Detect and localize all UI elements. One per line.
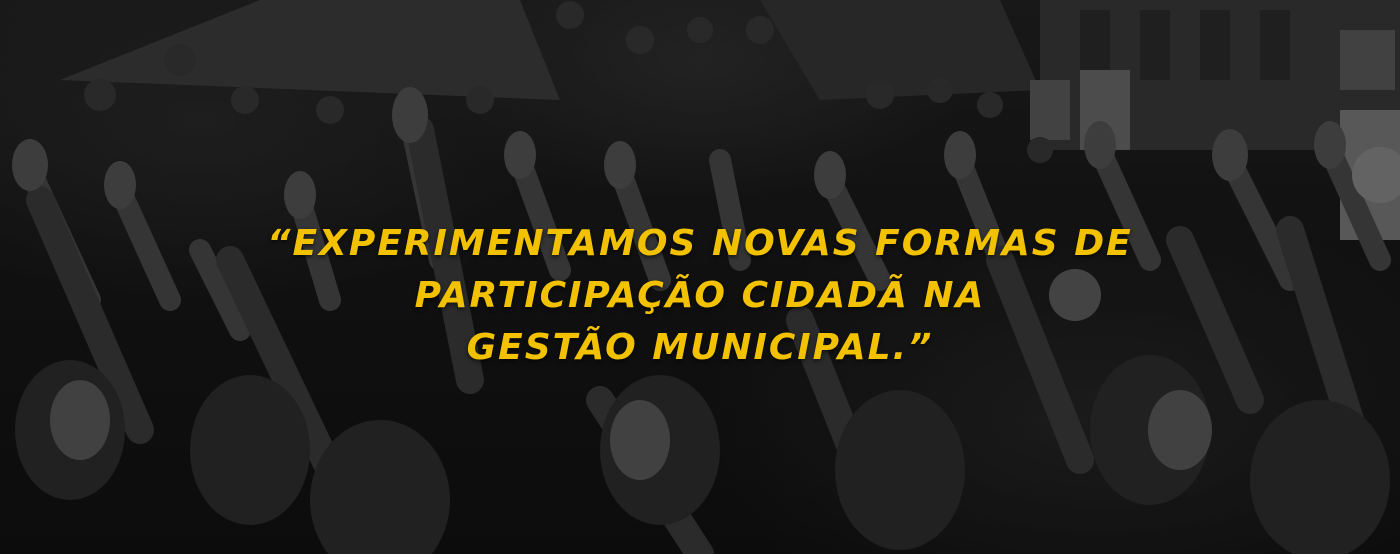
hero-quote — [250, 218, 1150, 374]
quote-line-3: GESTÃO MUNICIPAL.” — [466, 327, 934, 368]
quote-line-1: “EXPERIMENTAMOS NOVAS FORMAS DE — [267, 223, 1133, 264]
quote-line-2: PARTICIPAÇÃO CIDADÃ NA — [414, 275, 986, 316]
